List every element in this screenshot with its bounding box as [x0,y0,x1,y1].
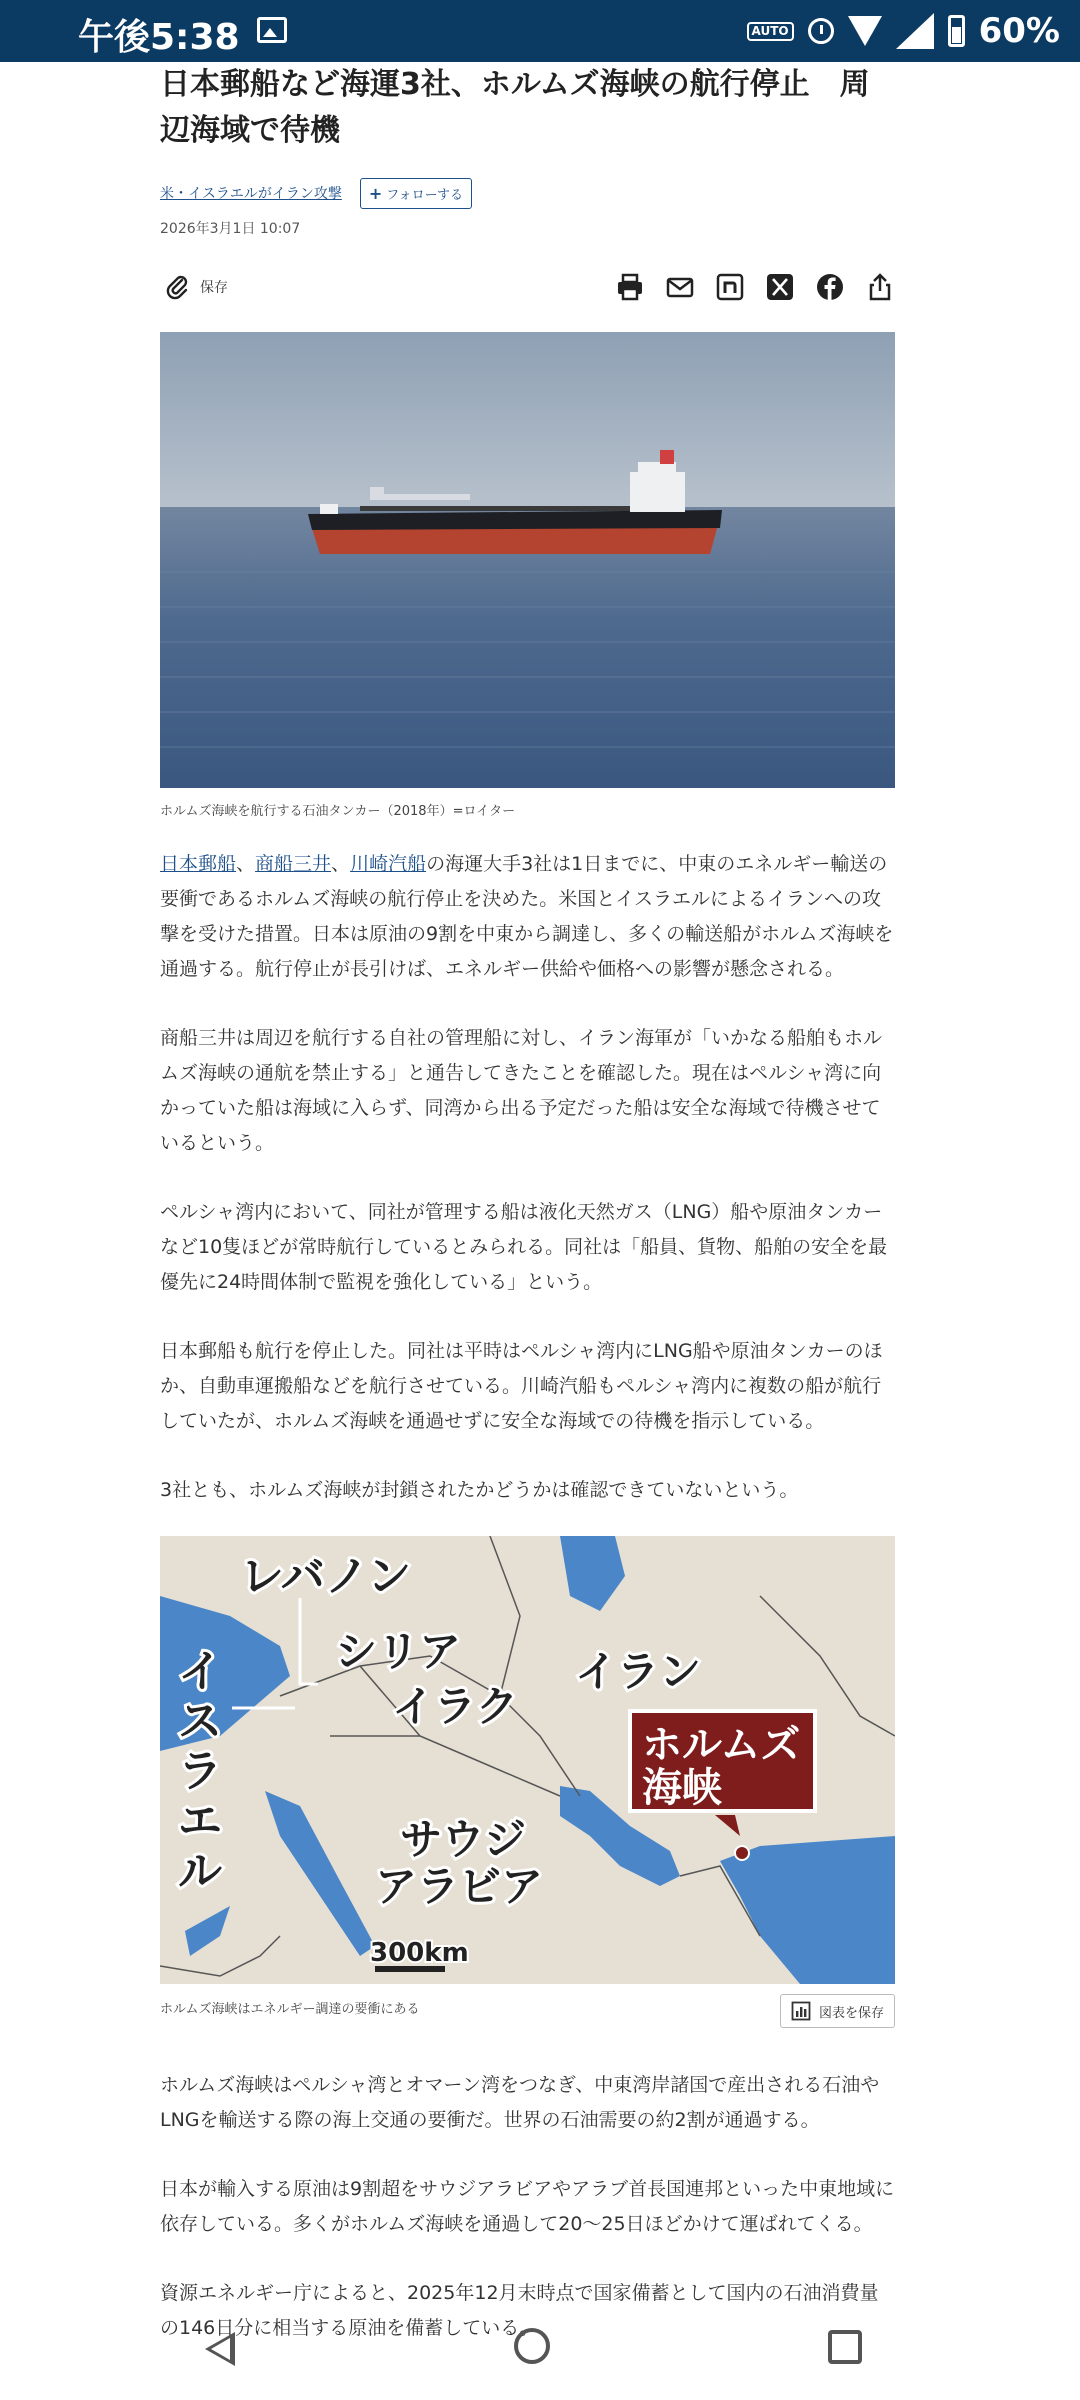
save-button[interactable] [166,274,228,300]
signal-icon [896,13,934,49]
map-label-syria: シリア [335,1627,462,1676]
article-photo[interactable] [160,332,895,788]
x-twitter-icon[interactable] [765,272,795,302]
separator: 、 [331,853,351,875]
paragraph-3: ペルシャ湾内において、同社が管理する船は液化天然ガス（LNG）船や原油タンカーなど10隻ほどが常時航行しているとみられる。同社は「船員、貨物、船舶の安全を最優先に24時間体制で監視を強化している」という。 [160,1201,888,1293]
publish-date: 2026年3月1日 10:07 [160,221,301,237]
note-icon[interactable] [715,272,745,302]
share-icon[interactable] [865,272,895,302]
topic-link[interactable]: 米・イスラエルがイラン攻撃 [160,186,342,202]
map-caption-row [160,1994,895,2034]
print-icon[interactable] [615,272,645,302]
paragraph-1 [160,847,895,987]
paperclip-icon [166,274,190,300]
israel-char: エ [178,1796,222,1847]
save-figure-button[interactable] [780,1994,895,2028]
map-caption: ホルムズ海峡はエネルギー調達の要衝にある [160,2002,420,2017]
map-label-hormuz-2: 海峡 [642,1765,722,1811]
map-label-lebanon: レバノン [240,1551,412,1602]
follow-label: フォローする [386,187,463,203]
israel-char: ラ [178,1746,222,1797]
wifi-icon [848,16,882,46]
save-figure-label: 図表を保存 [818,2005,884,2021]
map-scale-label: 300km [370,1938,469,1968]
battery-percent: 60% [978,11,1060,51]
follow-button[interactable] [360,178,472,209]
company-link-mol[interactable]: 商船三井 [255,853,332,875]
photo-caption: ホルムズ海峡を航行する石油タンカー（2018年）=ロイター [160,804,516,819]
status-bar [0,0,1080,62]
gallery-notification-icon [257,17,287,43]
map-label-hormuz-1: ホルムズ [642,1722,801,1768]
facebook-icon[interactable] [815,272,845,302]
map-label-iran: イラン [575,1647,702,1696]
battery-icon [948,15,965,47]
paragraph-7: 日本が輸入する原油は9割超をサウジアラビアやアラブ首長国連邦といった中東地域に依存している。多くがホルムズ海峡を通過して20〜25日ほどかけて運ばれてくる。 [160,2178,895,2235]
alarm-icon [808,18,834,44]
hormuz-map[interactable] [160,1536,895,1984]
israel-char: ル [178,1846,222,1897]
map-label-saudi-2: アラビア [375,1862,544,1911]
map-label-saudi-1: サウジ [400,1815,527,1864]
article-toolbar [160,268,895,308]
paragraph-4: 日本郵船も航行を停止した。同社は平時はペルシャ湾内にLNG船や原油タンカーのほか、自動車運搬船などを航行させている。川崎汽船もペルシャ湾内に複数の船が航行していたが、ホルムズ海峡を通過せずに安全な海域での待機を指示している。 [160,1340,883,1432]
navigation-bar [0,2290,1080,2400]
recent-apps-icon[interactable] [828,2330,862,2364]
status-icons [747,12,1060,50]
map-label-iraq: イラク [392,1682,519,1731]
auto-brightness-icon: AUTO [747,22,794,41]
status-time: 午後5:38 [78,17,240,58]
plus-icon: + [368,183,383,203]
paragraph-1-text: の海運大手3社は1日までに、中東のエネルギー輸送の要衝であるホルムズ海峡の航行停止を決めた。米国とイスラエルによるイランへの攻撃を受けた措置。日本は原油の9割を中東から調達し、多くの輸送船がホルムズ海峡を通過する。航行停止が長引けば、エネルギー供給や価格への影響が懸念される。 [160,853,894,980]
save-label: 保存 [200,280,228,296]
company-link-kline[interactable]: 川崎汽船 [350,853,427,875]
home-icon[interactable] [514,2328,550,2364]
israel-char: ス [178,1696,222,1747]
paragraph-6: ホルムズ海峡はペルシャ湾とオマーン湾をつなぎ、中東湾岸諸国で産出される石油やLNGを輸送する際の海上交通の要衝だ。世界の石油需要の約2割が通過する。 [160,2074,880,2131]
company-link-nyk[interactable]: 日本郵船 [160,853,237,875]
israel-char: イ [178,1646,222,1697]
article-title: 日本郵船など海運3社、ホルムズ海峡の航行停止 周辺海域で待機 [160,67,870,148]
paragraph-2: 商船三井は周辺を航行する自社の管理船に対し、イラン海軍が「いかなる船舶もホルムズ海峡の通航を禁止する」と通告してきたことを確認した。現在はペルシャ湾に向かっていた船は海域に入らず、同湾から出る予定だった船は安全な海域で待機させているという。 [160,1027,883,1154]
chart-icon [791,2001,811,2021]
paragraph-8: 資源エネルギー庁によると、2025年12月末時点で国家備蓄として国内の石油消費量の146日分に相当する原油を備蓄している。 [160,2282,879,2339]
mail-icon[interactable] [665,272,695,302]
separator: 、 [236,853,256,875]
share-icons [615,272,895,302]
article-meta [160,176,895,210]
paragraph-5: 3社とも、ホルムズ海峡が封鎖されたかどうかは確認できていないという。 [160,1479,799,1501]
back-icon[interactable] [205,2332,235,2366]
article [160,62,895,2346]
